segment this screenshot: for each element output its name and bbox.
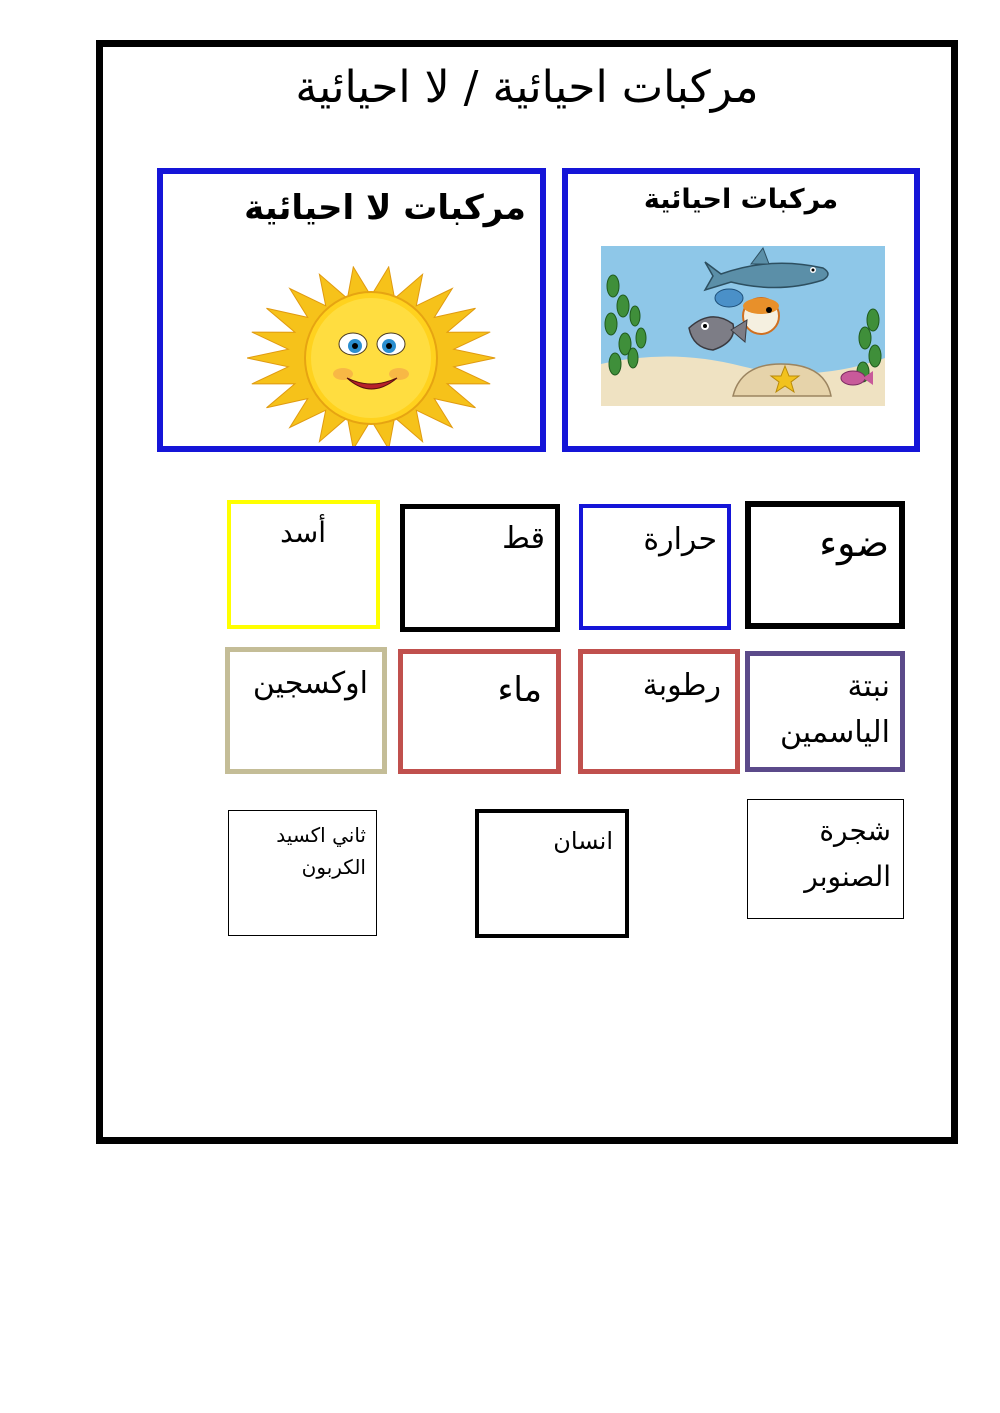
card-lion[interactable]: [227, 500, 380, 629]
abiotic-drop-zone[interactable]: [157, 168, 546, 452]
biotic-panel-title: مركبات احيائية: [643, 184, 839, 215]
card-label: رطوبة: [642, 668, 721, 703]
card-label: ثاني اكسيد الكربون: [276, 823, 366, 879]
card-label: ضوء: [819, 521, 889, 565]
abiotic-panel-title: مركبات لا احيائية: [244, 188, 526, 228]
card-label: اوكسجين: [252, 666, 368, 701]
sea-creatures-image: [601, 246, 885, 406]
card-label: نبتة الياسمين: [779, 669, 890, 750]
card-label: حرارة: [643, 522, 717, 557]
card-human[interactable]: [475, 809, 629, 938]
card-label: انسان: [553, 827, 613, 855]
card-label: أسد: [280, 516, 326, 549]
card-label: ماء: [497, 670, 542, 710]
card-pine-tree[interactable]: [747, 799, 904, 919]
card-light[interactable]: [745, 501, 905, 629]
sun-image: [247, 266, 531, 446]
card-water[interactable]: [398, 649, 561, 774]
card-label: قط: [502, 521, 545, 556]
card-label: شجرة الصنوبر: [804, 814, 891, 893]
biotic-drop-zone[interactable]: [562, 168, 920, 452]
worksheet-title: مركبات احيائية / لا احيائية: [295, 62, 759, 113]
card-jasmine[interactable]: [745, 651, 905, 772]
card-carbon-dioxide[interactable]: [228, 810, 377, 936]
card-cat[interactable]: [400, 504, 560, 632]
card-humidity[interactable]: [578, 649, 740, 774]
card-heat[interactable]: [579, 504, 731, 630]
card-oxygen[interactable]: [225, 647, 387, 774]
